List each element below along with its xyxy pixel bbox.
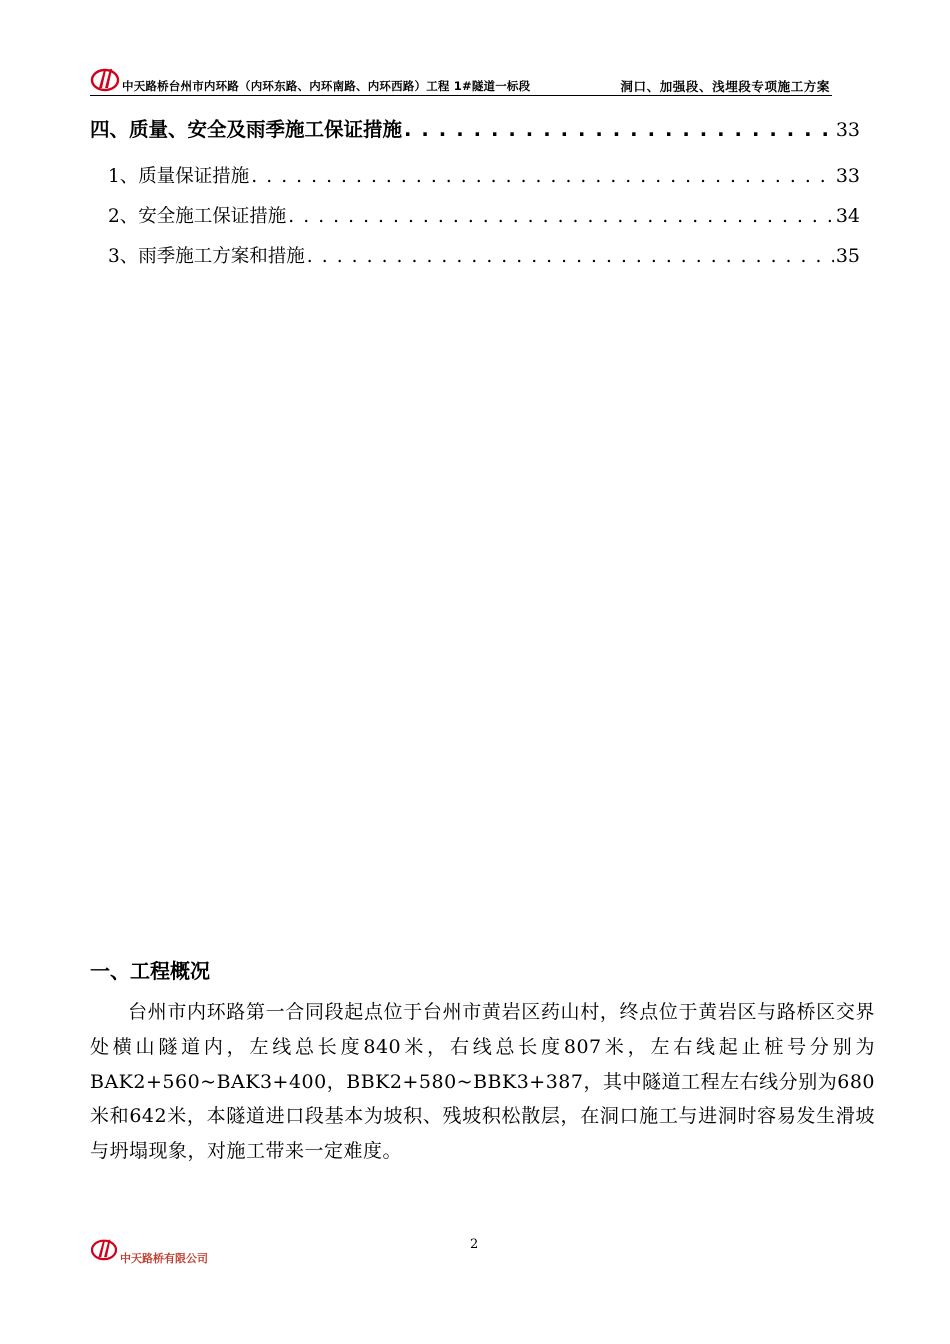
toc-entry[interactable] [90, 114, 860, 144]
header-project-title: 中天路桥台州市内环路（内环东路、内环南路、内环西路）工程 1#隧道一标段 [122, 79, 531, 93]
toc-entry[interactable] [90, 202, 860, 232]
section-heading: 一、工程概况 [90, 959, 210, 983]
toc-entry-label: 1、质量保证措施 [108, 166, 250, 187]
toc-leader-dots [251, 166, 834, 187]
toc-entry-page: 35 [835, 245, 860, 267]
toc-entry-page: 33 [835, 165, 860, 187]
project-overview-section [90, 955, 875, 1169]
toc-entry-label: 四、质量、安全及雨季施工保证措施 [90, 118, 403, 141]
page-header [90, 66, 832, 96]
section-paragraph: 台州市内环路第一合同段起点位于台州市黄岩区药山村，终点位于黄岩区与路桥区交界处横山隧道内，左线总长度840米，右线总长度807米，左右线起止桩号分别为BAK2+560~BAK3+400，BBK2+580~BBK3+387，其中隧道工程左右线分别为680米和642米，本隧道进口段基本为坡积、残坡积松散层，在洞口施工与进洞时容易发生滑坡与坍塌现象，对施工带来一定难度。 [90, 1001, 875, 1163]
table-of-contents [90, 114, 860, 282]
toc-entry[interactable] [90, 242, 860, 272]
header-document-title: 洞口、加强段、浅埋段专项施工方案 [620, 79, 830, 94]
toc-entry-page: 34 [835, 205, 860, 227]
page-number: 2 [470, 1237, 479, 1252]
toc-entry-label: 3、雨季施工方案和措施 [108, 246, 305, 267]
page-footer [90, 1237, 870, 1277]
header-rule [90, 95, 832, 96]
toc-leader-dots [404, 118, 834, 141]
toc-leader-dots [307, 246, 834, 267]
company-logo-icon [90, 66, 120, 92]
company-logo-icon [90, 1237, 118, 1261]
toc-entry-page: 33 [835, 119, 860, 141]
toc-entry[interactable] [90, 162, 860, 192]
footer-company-name: 中天路桥有限公司 [120, 1252, 208, 1265]
toc-leader-dots [288, 206, 834, 227]
toc-entry-label: 2、安全施工保证措施 [108, 206, 287, 227]
